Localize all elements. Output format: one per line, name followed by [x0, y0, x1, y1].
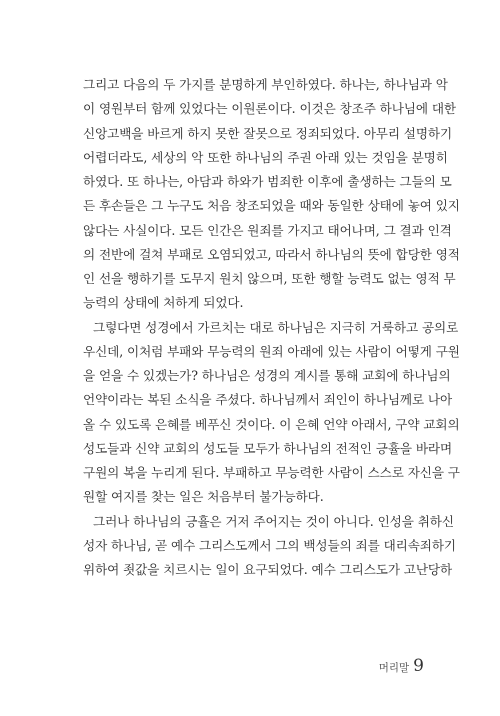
- text-line: 구원의 복을 누리게 된다. 부패하고 무능력한 사람이 스스로 자신을 구: [83, 465, 460, 480]
- paragraph-3: [83, 510, 456, 583]
- text-line: 을 얻을 수 있겠는가? 하나님은 성경의 계시를 통해 교회에 하나님의: [83, 368, 451, 383]
- text-line: 든 후손들은 그 누구도 처음 창조되었을 때와 동일한 상태에 놓여 있지: [83, 198, 460, 214]
- text-line: 그리고 다음의 두 가지를 분명하게 부인하였다. 하나는, 하나님과 악: [83, 77, 448, 92]
- text-line: 인 선을 행하기를 도무지 원치 않으며, 또한 행할 능력도 없는 영적 무: [83, 271, 456, 286]
- text-line: 하였다. 또 하나는, 아담과 하와가 범죄한 이후에 출생하는 그들의 모: [83, 174, 452, 189]
- text-line: 언약이라는 복된 소식을 주셨다. 하나님께서 죄인이 하나님께로 나아: [83, 392, 453, 408]
- text-line: 그러나 하나님의 긍휼은 거저 주어지는 것이 아니다. 인성을 취하신: [93, 513, 454, 529]
- text-line: 이 영원부터 함께 있었다는 이원론이다. 이것은 창조주 하나님에 대한: [83, 101, 456, 117]
- text-line: 우신데, 이처럼 부패와 무능력의 원죄 아래에 있는 사람이 어떻게 구원: [83, 343, 460, 359]
- text-line: 그렇다면 성경에서 가르치는 대로 하나님은 지극히 거룩하고 공의로: [93, 319, 459, 335]
- text-line: 성도들과 신약 교회의 성도들 모두가 하나님의 전적인 긍휼을 바라며: [83, 440, 453, 456]
- text-line: 성자 하나님, 곧 예수 그리스도께서 그의 백성들의 죄를 대리속죄하기: [83, 537, 456, 553]
- text-line: 원할 여지를 찾는 일은 처음부터 불가능하다.: [83, 489, 324, 505]
- body-text: [83, 73, 460, 582]
- text-line: 의 전반에 걸쳐 부패로 오염되었고, 따라서 하나님의 뜻에 합당한 영적: [83, 246, 460, 262]
- page-footer: [379, 656, 424, 676]
- text-line: 올 수 있도록 은혜를 베푸신 것이다. 이 은혜 언약 아래서, 구약 교회의: [83, 416, 460, 432]
- section-label: 머리말: [378, 662, 410, 674]
- text-line: 않다는 사실이다. 모든 인간은 원죄를 가지고 태어나며, 그 결과 인격: [83, 222, 452, 238]
- text-line: 능력의 상태에 처하게 되었다.: [83, 295, 244, 311]
- text-line: 어렵더라도, 세상의 악 또한 하나님의 주권 아래 있는 것임을 분명히: [83, 149, 448, 165]
- paragraph-1: [83, 73, 460, 316]
- page-number: 9: [413, 656, 424, 676]
- text-line: 위하여 죗값을 치르시는 일이 요구되었다. 예수 그리스도가 고난당하: [83, 562, 453, 577]
- text-line: 신앙고백을 바르게 하지 못한 잘못으로 정죄되었다. 아무리 설명하기: [83, 125, 453, 141]
- paragraph-2: [83, 316, 460, 510]
